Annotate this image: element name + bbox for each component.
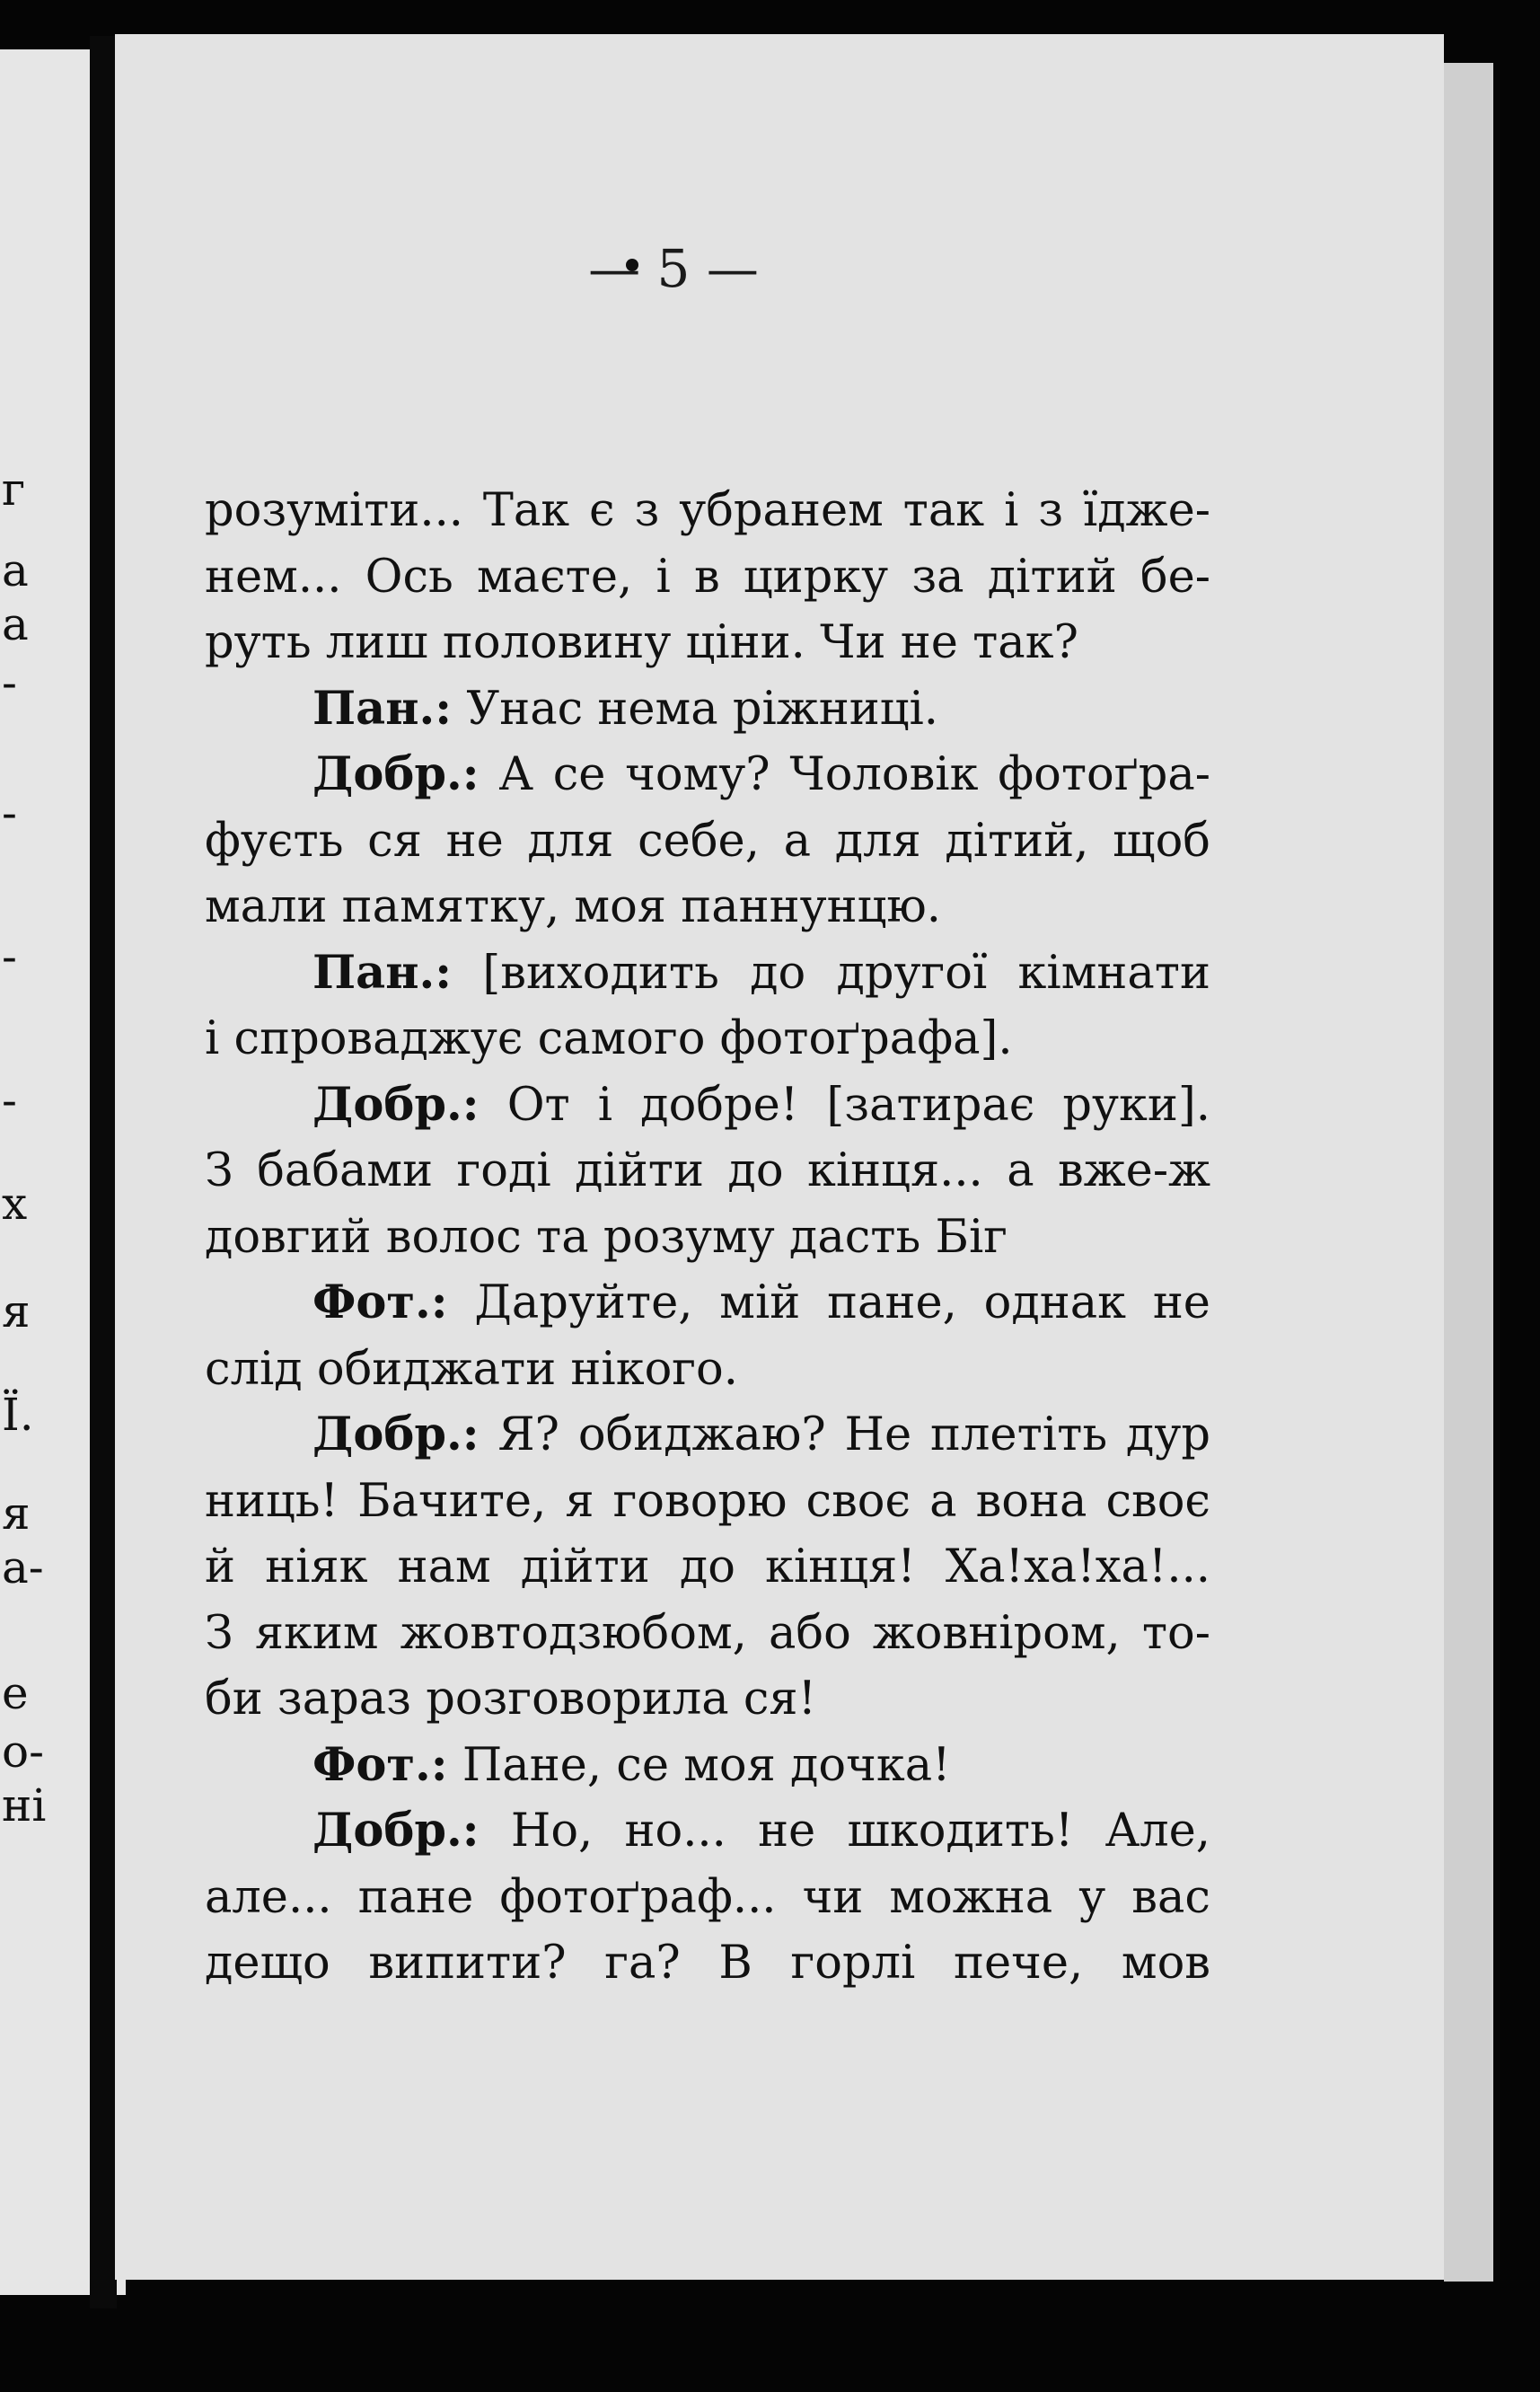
- text-line: [205, 1006, 1210, 1072]
- page-number: — 5 —: [588, 238, 759, 299]
- line-text: дещо випити? га? В горлі пече, мов: [205, 1937, 1210, 1990]
- left-page-fragment: -: [2, 931, 17, 983]
- left-page-fragment: x: [2, 1178, 28, 1230]
- text-line: [205, 676, 1210, 743]
- line-text: Даруйте, мій пане, однак не: [474, 1276, 1210, 1329]
- left-page-fragment: е: [2, 1667, 29, 1719]
- speaker-label: Добр.:: [312, 1077, 480, 1132]
- left-page-fragment: a: [2, 544, 29, 596]
- left-page-fragment: Ї.: [2, 1389, 34, 1441]
- text-line: [205, 1270, 1210, 1337]
- line-text: От і добре! [затирає руки].: [506, 1078, 1210, 1132]
- text-line: [205, 1798, 1210, 1865]
- text-line: [205, 1205, 1210, 1271]
- line-text: і спроваджує самого фотоґрафа].: [205, 1012, 1013, 1065]
- text-line: [205, 1601, 1210, 1667]
- text-line: [205, 610, 1210, 676]
- text-line: [205, 1733, 1210, 1799]
- line-text: але... пане фотоґраф... чи можна у вас: [205, 1870, 1210, 1924]
- line-text: довгий волос та розуму дасть Біг: [205, 1210, 1008, 1264]
- text-line: [205, 544, 1210, 611]
- line-text: й ніяк нам дійти до кінця! Ха!ха!ха!...: [205, 1540, 1210, 1593]
- line-text: Унас нема ріжниці.: [466, 682, 939, 736]
- text-line: [205, 1534, 1210, 1601]
- line-text: Я? обиджаю? Не плетіть дур: [497, 1408, 1210, 1461]
- text-line: [205, 1930, 1210, 1997]
- line-text: З яким жовтодзюбом, або жовніром, то-: [205, 1606, 1210, 1660]
- page-edge: [1444, 63, 1493, 2282]
- speaker-label: Фот.:: [312, 1275, 448, 1329]
- left-page-fragment: -: [2, 787, 17, 839]
- line-text: фуєть ся не для себе, а для дітий, щоб: [205, 814, 1210, 868]
- text-line: [205, 1138, 1210, 1205]
- left-page-fragment: г: [2, 463, 26, 516]
- line-text: З бабами годі дійти до кінця... а вже-ж: [205, 1144, 1210, 1197]
- line-text: Пане, се моя дочка!: [462, 1738, 951, 1792]
- left-page-fragment: я: [2, 1487, 31, 1540]
- speaker-label: Пан.:: [312, 681, 453, 736]
- line-text: ниць! Бачите, я говорю своє а вона своє: [205, 1474, 1210, 1528]
- line-text: нем... Ось маєте, і в цирку за дітий бе-: [205, 550, 1210, 604]
- text-line: [205, 742, 1210, 808]
- left-page-fragment: а-: [2, 1541, 44, 1593]
- text-line: [205, 1865, 1210, 1931]
- left-page-fragment: о-: [2, 1726, 44, 1778]
- left-page-fragment: -: [2, 657, 17, 709]
- text-line: [205, 1402, 1210, 1469]
- text-line: [205, 808, 1210, 875]
- speaker-label: Добр.:: [312, 1408, 480, 1461]
- book-gutter: [90, 36, 117, 2308]
- line-text: слід обиджати нікого.: [205, 1342, 738, 1396]
- left-page-text-fragments: [0, 463, 47, 1994]
- text-line: [205, 1469, 1210, 1535]
- line-text: розуміти... Так є з убранем так і з їдже-: [205, 484, 1210, 537]
- speaker-label: Пан.:: [312, 945, 453, 1000]
- text-line: [205, 874, 1210, 940]
- page-body-text: [205, 478, 1210, 1997]
- left-page-fragment: a: [2, 598, 29, 650]
- text-line: [205, 1666, 1210, 1733]
- text-line: [205, 1337, 1210, 1403]
- line-text: мали памятку, моя паннунцю.: [205, 880, 941, 933]
- left-page-fragment: -: [2, 1074, 17, 1126]
- line-text: А се чому? Чоловік фотоґра-: [498, 748, 1210, 801]
- left-page-fragment: ні: [2, 1779, 47, 1832]
- line-text: би зараз розговорила ся!: [205, 1673, 817, 1726]
- text-line: [205, 1072, 1210, 1139]
- left-page-fragment: я: [2, 1285, 31, 1337]
- line-text: руть лиш половину ціни. Чи не так?: [205, 616, 1078, 669]
- line-text: Но, но... не шкодить! Але,: [510, 1805, 1210, 1858]
- text-line: [205, 478, 1210, 544]
- speaker-label: Добр.:: [312, 1804, 480, 1858]
- text-line: [205, 940, 1210, 1007]
- speaker-label: Фот.:: [312, 1737, 448, 1792]
- speaker-label: Добр.:: [312, 747, 480, 801]
- line-text: [виходить до другої кімнати: [482, 946, 1210, 1000]
